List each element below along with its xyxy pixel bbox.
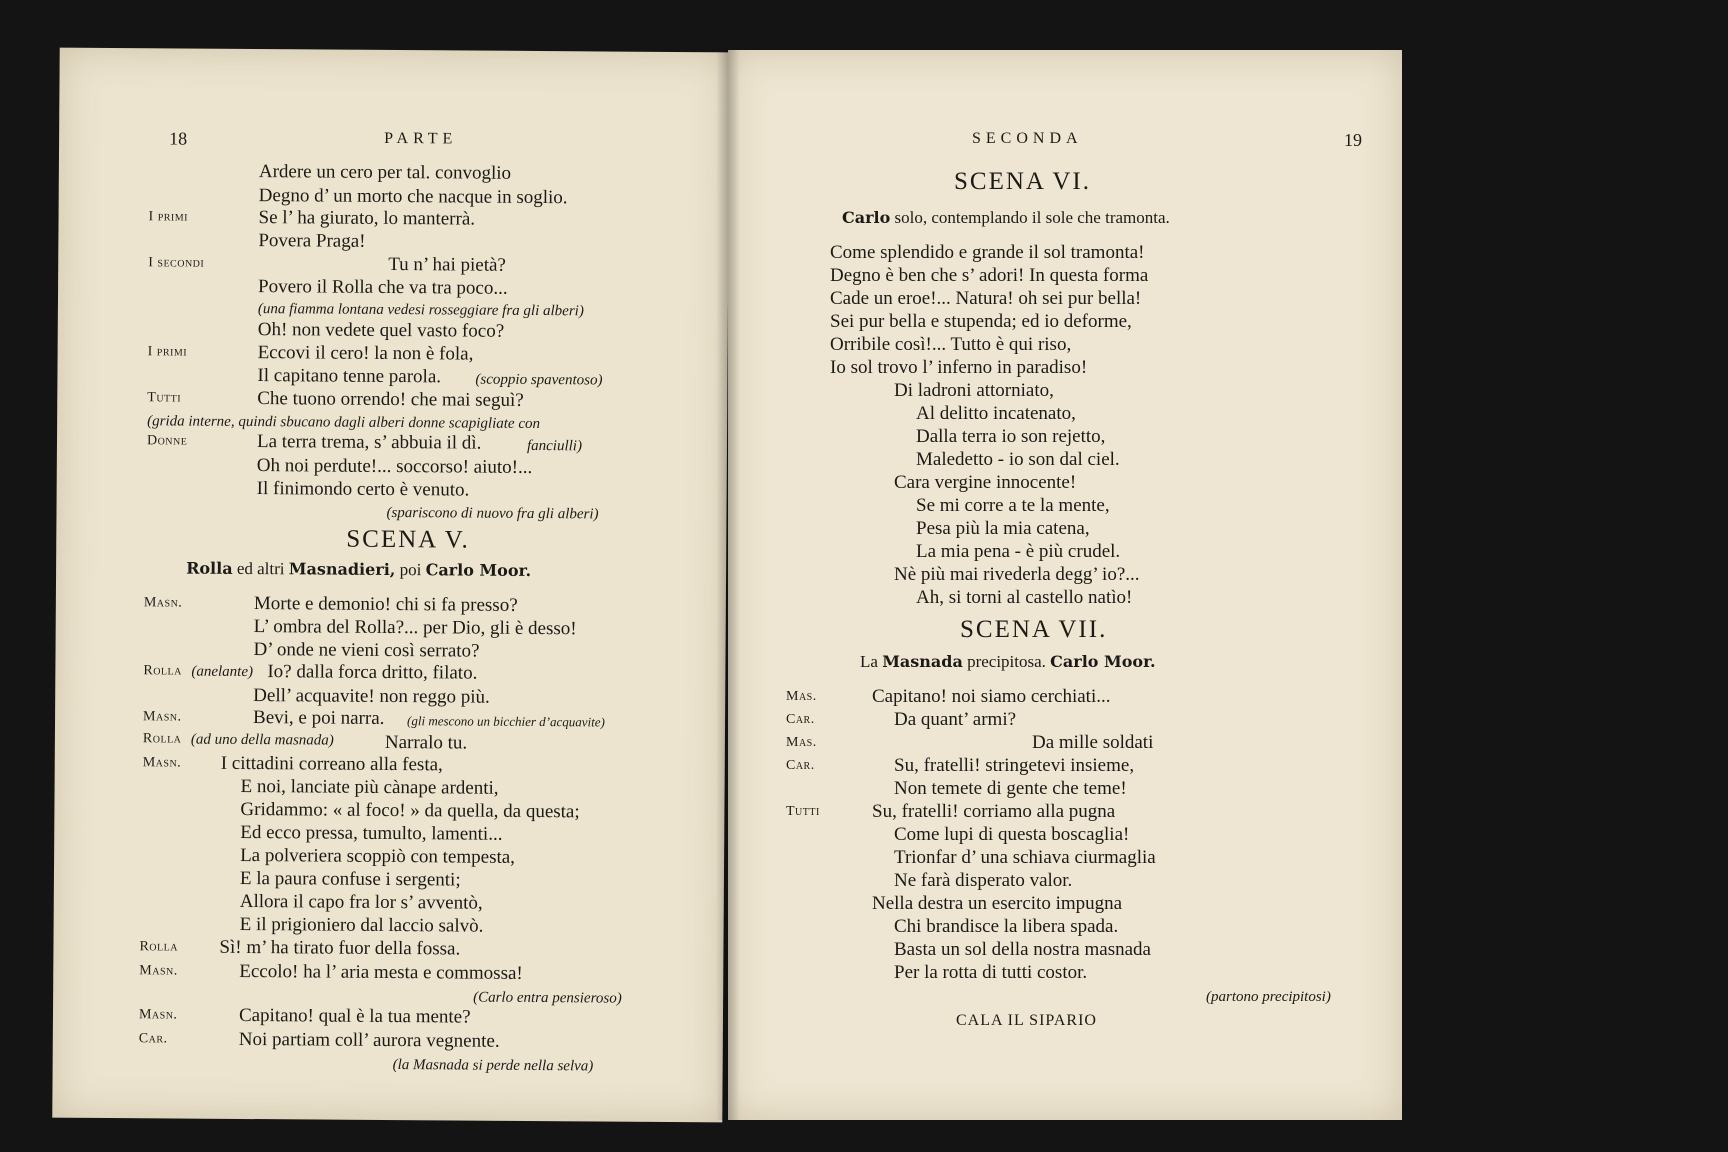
verse-line: Povera Praga! <box>258 230 366 252</box>
verse-line: Io? dalla forca dritto, filato. <box>267 661 478 684</box>
verse-line: Capitano! qual è la tua mente? <box>238 1004 471 1028</box>
verse-line: Da quant’ armi? <box>894 709 1017 730</box>
verse-line: Eccovi il cero! la non è fola, <box>257 342 474 365</box>
speaker: I secondi <box>148 255 205 271</box>
speaker: Donne <box>146 433 188 449</box>
speaker: Car. <box>138 1031 168 1047</box>
verse-line: Nella destra un esercito impugna <box>872 893 1123 914</box>
stage-direction: (ad uno della masnada) <box>190 731 334 749</box>
stage-direction: (gli mescono un bicchier d’acquavite) <box>407 713 605 730</box>
open-book <box>56 50 1402 1120</box>
verse-line: Ne farà disperato valor. <box>894 870 1073 891</box>
speaker: I primi <box>148 209 189 225</box>
verse-line: Degno d’ un morto che nacque in soglio. <box>258 185 568 209</box>
verse-line: La mia pena - è più crudel. <box>916 541 1121 562</box>
speaker: Car. <box>786 712 815 727</box>
stage-direction: (scoppio spaventoso) <box>475 371 603 389</box>
verse-line: Tu n’ hai pietà? <box>388 253 506 276</box>
speaker: Rolla <box>143 663 182 679</box>
verse-line: Ardere un cero per tal. convoglio <box>258 161 512 184</box>
book-gutter <box>716 50 740 1120</box>
verse-line: Da mille soldati <box>1032 732 1154 753</box>
verse-line: Su, fratelli! stringetevi insieme, <box>894 755 1135 776</box>
verse-line: Il finimondo certo è venuto. <box>256 478 470 501</box>
verse-line: Narralo tu. <box>384 731 468 754</box>
stage-direction: (spariscono di nuovo fra gli alberi) <box>386 504 599 523</box>
verse-line: Orribile così!... Tutto è qui riso, <box>830 334 1072 355</box>
verse-line: Basta un sol della nostra masnada <box>894 939 1151 960</box>
verse-line: Dell’ acquavite! non reggo più. <box>253 685 490 708</box>
verse-line: Che tuono orrendo! che mai seguì? <box>257 388 524 411</box>
verse-line: E noi, lanciate più cànape ardenti, <box>240 775 499 799</box>
verse-line: D’ onde ne vieni così serrato? <box>253 639 480 662</box>
verse-line: Degno è ben che s’ adori! In questa forma <box>830 265 1149 286</box>
speaker: Masn. <box>143 709 182 725</box>
speaker: Car. <box>786 758 815 773</box>
stage-direction: (Carlo entra pensieroso) <box>473 989 622 1007</box>
scene-cast: Carlo solo, contemplando il sole che tramonta. <box>842 208 1170 227</box>
speaker: Rolla <box>142 731 182 747</box>
speaker: Rolla <box>139 939 179 955</box>
scene-title: SCENA V. <box>346 525 470 554</box>
verse-line: Ah, si torni al castello natìo! <box>916 587 1133 608</box>
verse-line: E il prigioniero dal laccio salvò. <box>239 913 484 937</box>
verse-line: E la paura confuse i sergenti; <box>239 867 461 891</box>
speaker: Tutti <box>786 804 820 819</box>
page-number: 19 <box>1344 130 1362 150</box>
speaker: I primi <box>147 344 188 360</box>
stage-direction: (partono precipitosi) <box>1206 989 1331 1005</box>
speaker: Masn. <box>139 963 178 979</box>
verse-line: La terra trema, s’ abbuia il dì. <box>256 431 482 454</box>
speaker: Masn. <box>142 755 182 771</box>
stage-direction: (grida interne, quindi sbucano dagli alberi donne scapigliate con <box>147 413 541 433</box>
verse-line: Se l’ ha giurato, lo manterrà. <box>258 207 476 230</box>
verse-line: Ed ecco pressa, tumulto, lamenti... <box>240 821 503 845</box>
verse-line: Cara vergine innocente! <box>894 472 1077 493</box>
stage-direction: fanciulli) <box>526 437 583 455</box>
verse-line: Come splendido e grande il sol tramonta! <box>830 242 1145 263</box>
speaker: Masn. <box>138 1007 178 1023</box>
verse-line: Sei pur bella e stupenda; ed io deforme, <box>830 311 1132 332</box>
verse-line: Morte e demonio! chi si fa presso? <box>253 593 518 616</box>
verse-line: Oh noi perdute!... soccorso! aiuto!... <box>256 455 533 478</box>
verse-line: Bevi, e poi narra. <box>252 707 385 729</box>
stage-direction: (la Masnada si perde nella selva) <box>392 1057 594 1075</box>
left-page <box>52 48 729 1123</box>
speaker: Mas. <box>786 689 817 704</box>
scene-title: SCENA VI. <box>954 168 1092 195</box>
verse-line: Maledetto - io son dal ciel. <box>916 449 1120 470</box>
verse-line: Al delitto incatenato, <box>916 403 1076 424</box>
verse-line: Noi partiam coll’ aurora vegnente. <box>238 1028 500 1052</box>
verse-line: Non temete di gente che teme! <box>894 778 1127 799</box>
verse-line: Dalla terra io son rejetto, <box>916 426 1106 447</box>
verse-line: Eccolo! ha l’ aria mesta e commossa! <box>239 960 523 984</box>
verse-line: Se mi corre a te la mente, <box>916 495 1110 516</box>
speaker: Masn. <box>143 595 183 611</box>
verse-line: Come lupi di questa boscaglia! <box>894 824 1130 845</box>
verse-line: Sì! m’ ha tirato fuor della fossa. <box>219 936 461 960</box>
verse-line: Povero il Rolla che va tra poco... <box>258 276 508 299</box>
right-page <box>728 50 1402 1120</box>
verse-line: Gridammo: « al foco! » da quella, da questa; <box>240 798 580 823</box>
scene-title: SCENA VII. <box>960 616 1108 643</box>
verse-line: I cittadini correano alla festa, <box>220 752 443 776</box>
verse-line: Per la rotta di tutti costor. <box>894 962 1088 983</box>
verse-line: Di ladroni attorniato, <box>894 380 1054 401</box>
speaker: Tutti <box>147 390 182 406</box>
stage-direction: (anelante) <box>191 663 254 681</box>
verse-line: Chi brandisce la libera spada. <box>894 916 1119 937</box>
verse-line: Il capitano tenne parola. <box>257 365 442 388</box>
curtain-line: CALA IL SIPARIO <box>956 1012 1097 1029</box>
verse-line: Su, fratelli! corriamo alla pugna <box>872 801 1116 822</box>
verse-line: L’ ombra del Rolla?... per Dio, gli è desso! <box>253 616 577 640</box>
verse-line: Trionfar d’ una schiava ciurmaglia <box>894 847 1156 868</box>
verse-line: Io sol trovo l’ inferno in paradiso! <box>830 357 1088 378</box>
verse-line: Capitano! noi siamo cerchiati... <box>872 686 1111 707</box>
running-head: PARTE <box>384 129 458 148</box>
verse-line: Nè più mai rivederla degg’ io?... <box>894 564 1140 585</box>
scene-cast: Rolla ed altri Masnadieri, poi Carlo Moor. <box>186 558 532 580</box>
running-head: SECONDA <box>972 130 1083 147</box>
verse-line: Allora il capo fra lor s’ avventò, <box>239 890 483 914</box>
verse-line: Oh! non vedete quel vasto foco? <box>257 319 505 342</box>
verse-line: Cade un eroe!... Natura! oh sei pur bella! <box>830 288 1142 309</box>
page-number: 18 <box>169 128 188 149</box>
speaker: Mas. <box>786 735 817 750</box>
scene-cast: La Masnada precipitosa. Carlo Moor. <box>860 652 1156 671</box>
verse-line: La polveriera scoppiò con tempesta, <box>240 844 516 868</box>
stage-direction: (una fiamma lontana vedesi rosseggiare fra gli alberi) <box>257 301 584 320</box>
verse-line: Pesa più la mia catena, <box>916 518 1090 539</box>
